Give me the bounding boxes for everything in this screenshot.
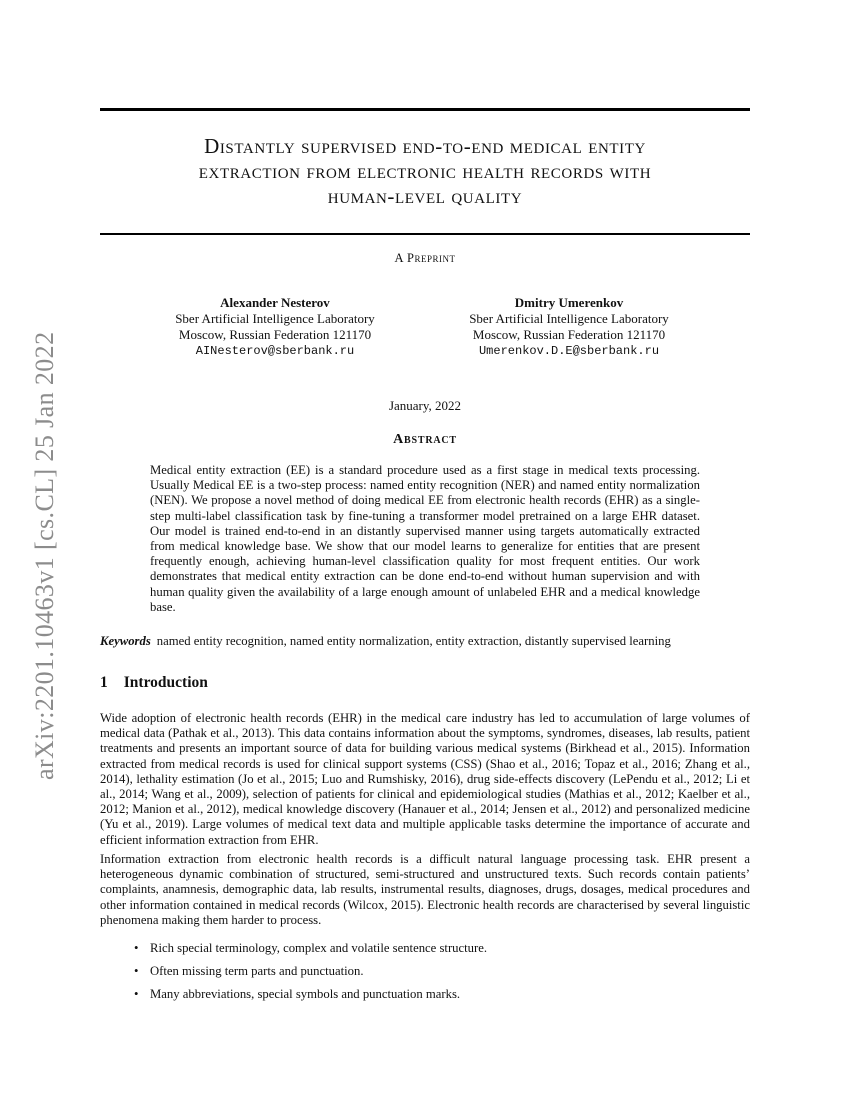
- preprint-label: A Preprint: [394, 251, 456, 265]
- section-number: 1: [100, 674, 108, 691]
- author-block-2: [419, 295, 719, 359]
- author-name: Alexander Nesterov: [220, 295, 330, 310]
- title-line-2: extraction from electronic health records with: [198, 159, 652, 183]
- author-location: Moscow, Russian Federation 121170: [472, 327, 666, 342]
- title-bottom-rule: [100, 233, 750, 235]
- abstract-heading: Abstract: [393, 432, 457, 447]
- list-item: [130, 964, 750, 987]
- author-affiliation: Sber Artificial Intelligence Laboratory: [175, 311, 375, 326]
- list-item: [130, 941, 750, 964]
- paper-title: [100, 134, 750, 209]
- author-block-1: [125, 295, 425, 359]
- publication-date: January, 2022: [388, 398, 462, 413]
- arxiv-identifier: arXiv:2201.10463v1 [cs.CL] 25 Jan 2022: [30, 331, 59, 780]
- bullet-icon: •: [134, 941, 139, 955]
- list-item-text: Rich special terminology, complex and volatile sentence structure.: [150, 941, 488, 955]
- intro-paragraph-2: Information extraction from electronic health records is a difficult natural language processing task. EHR present a heterogeneous dynamic combination of structured, semi-structured and unstructured texts. Such records contain patients’ complaints, anamnesis, demographic data, lab results, instrumental results, diagnoses, drugs, dosages, medical procedures and other information contained in medical records (Wilcox, 2015). Electronic health records are characterised by several linguistic phenomena making them harder to process.: [100, 852, 750, 927]
- list-item: [130, 987, 750, 1010]
- author-affiliation: Sber Artificial Intelligence Laboratory: [469, 311, 669, 326]
- abstract-text: Medical entity extraction (EE) is a standard procedure used as a first stage in medical texts processing. Usually Medical EE is a two-step process: named entity recognition (NER) and named entity normalization (NEN). We propose a novel method of doing medical EE from electronic health records (EHR) as a single-step multi-label classification task by fine-tuning a transformer model pretrained on a large EHR dataset. Our model is trained end-to-end in an distantly supervised manner using targets automatically extracted from medical knowledge base. We show that our model learns to generalize for entities that are present frequently enough, achieving human-level classification quality for most frequent entities. Our work demonstrates that medical entity extraction can be done end-to-end without human supervision and with human quality given the availability of a large enough amount of unlabeled EHR and a medical knowledge base.: [150, 463, 700, 614]
- list-item-text: Often missing term parts and punctuation.: [150, 964, 364, 978]
- bullet-icon: •: [134, 964, 139, 978]
- author-email[interactable]: AINesterov@sberbank.ru: [195, 344, 355, 358]
- section-title: Introduction: [123, 674, 208, 691]
- keywords-label: Keywords: [100, 634, 151, 648]
- author-name: Dmitry Umerenkov: [514, 295, 624, 310]
- keywords-text: named entity recognition, named entity normalization, entity extraction, distantly supervised learning: [156, 634, 671, 648]
- linguistic-phenomena-list: [130, 941, 750, 1010]
- section-heading-introduction: [100, 674, 208, 692]
- author-email[interactable]: Umerenkov.D.E@sberbank.ru: [478, 344, 660, 358]
- title-line-1: Distantly supervised end-to-end medical entity: [204, 134, 646, 158]
- title-line-3: human-level quality: [327, 184, 523, 208]
- list-item-text: Many abbreviations, special symbols and punctuation marks.: [150, 987, 461, 1001]
- author-location: Moscow, Russian Federation 121170: [178, 327, 372, 342]
- bullet-icon: •: [134, 987, 139, 1001]
- intro-paragraph-1: Wide adoption of electronic health records (EHR) in the medical care industry has led to accumulation of large volumes of medical data (Pathak et al., 2013). This data contains information about the symptoms, syndromes, diseases, lab results, patient treatments and presents an important source of data for building various medical systems (Birkhead et al., 2015). Information extracted from medical records is used for clinical support systems (CSS) (Shao et al., 2016; Topaz et al., 2016; Zhang et al., 2014), lethality estimation (Jo et al., 2015; Luo and Rumshisky, 2016), drug side-effects discovery (LePendu et al., 2012; Li et al., 2014; Wang et al., 2009), selection of patients for clinical and epidemiological studies (Mathias et al., 2012; Kaelber et al., 2012; Manion et al., 2012), medical knowledge discovery (Hanauer et al., 2014; Jensen et al., 2012) and personalized medicine (Yu et al., 2019). Large volumes of medical text data and multiple applicable tasks determine the importance of accurate and efficient information extraction from EHR.: [100, 711, 750, 847]
- keywords-line: [100, 634, 750, 649]
- title-top-rule: [100, 108, 750, 111]
